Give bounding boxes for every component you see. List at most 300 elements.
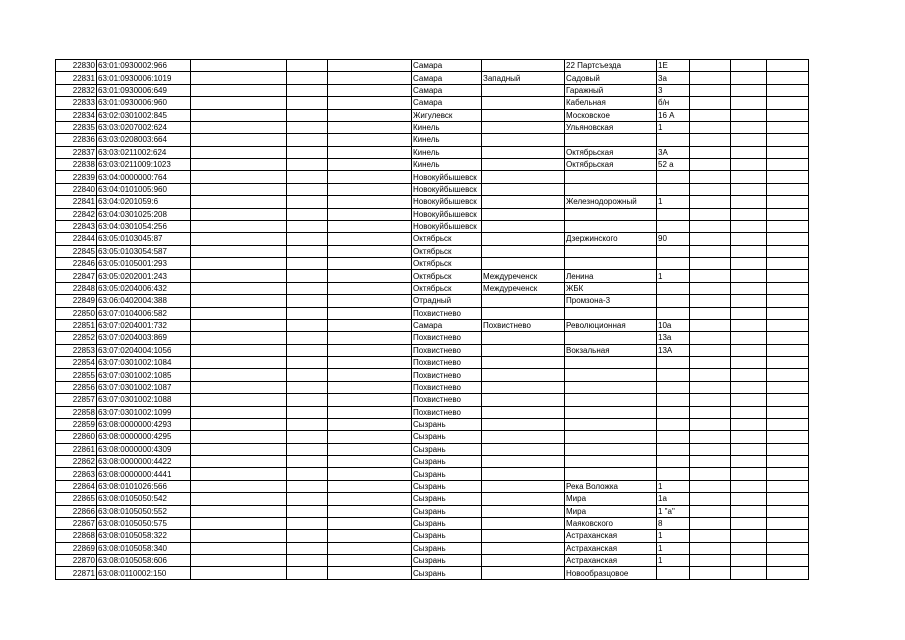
street-cell: Астраханская: [565, 542, 657, 554]
street-cell: [565, 220, 657, 232]
empty-cell: [328, 220, 412, 232]
empty-cell: [690, 208, 731, 220]
house-cell: [657, 258, 690, 270]
empty-cell: [287, 121, 328, 133]
street-cell: [565, 171, 657, 183]
house-cell: 1: [657, 480, 690, 492]
empty-cell: [191, 530, 287, 542]
empty-cell: [767, 406, 809, 418]
table-row: [56, 381, 809, 393]
empty-cell: [731, 319, 767, 331]
empty-cell: [191, 381, 287, 393]
empty-cell: [287, 468, 328, 480]
cadastral-number: 63:03:0211002:624: [97, 146, 191, 158]
table-row: [56, 109, 809, 121]
empty-cell: [690, 369, 731, 381]
empty-cell: [731, 567, 767, 579]
locality-cell: [482, 84, 565, 96]
empty-cell: [328, 159, 412, 171]
row-number: 22838: [56, 159, 97, 171]
street-cell: Промзона-3: [565, 295, 657, 307]
empty-cell: [690, 381, 731, 393]
row-number: 22862: [56, 456, 97, 468]
registry-table: [55, 59, 809, 580]
city-cell: Новокуйбышевск: [412, 183, 482, 195]
row-number: 22847: [56, 270, 97, 282]
empty-cell: [328, 183, 412, 195]
empty-cell: [767, 443, 809, 455]
cadastral-number: 63:04:0000000:764: [97, 171, 191, 183]
locality-cell: [482, 542, 565, 554]
empty-cell: [191, 72, 287, 84]
cadastral-number: 63:07:0204004:1056: [97, 344, 191, 356]
empty-cell: [731, 555, 767, 567]
city-cell: Октябрьск: [412, 233, 482, 245]
city-cell: Кинель: [412, 146, 482, 158]
house-cell: [657, 394, 690, 406]
street-cell: [565, 443, 657, 455]
locality-cell: [482, 357, 565, 369]
table-row: [56, 468, 809, 480]
house-cell: [657, 369, 690, 381]
empty-cell: [690, 196, 731, 208]
row-number: 22859: [56, 418, 97, 430]
empty-cell: [191, 480, 287, 492]
locality-cell: [482, 381, 565, 393]
empty-cell: [328, 344, 412, 356]
empty-cell: [690, 493, 731, 505]
empty-cell: [328, 295, 412, 307]
row-number: 22837: [56, 146, 97, 158]
table-row: [56, 456, 809, 468]
empty-cell: [767, 307, 809, 319]
empty-cell: [731, 84, 767, 96]
house-cell: 10а: [657, 319, 690, 331]
empty-cell: [287, 381, 328, 393]
empty-cell: [690, 121, 731, 133]
empty-cell: [767, 369, 809, 381]
empty-cell: [690, 530, 731, 542]
locality-cell: [482, 258, 565, 270]
cadastral-number: 63:07:0301002:1088: [97, 394, 191, 406]
locality-cell: [482, 245, 565, 257]
city-cell: Похвистнево: [412, 406, 482, 418]
city-cell: Кинель: [412, 159, 482, 171]
empty-cell: [191, 505, 287, 517]
empty-cell: [690, 97, 731, 109]
empty-cell: [191, 567, 287, 579]
house-cell: [657, 295, 690, 307]
cadastral-number: 63:01:0930006:649: [97, 84, 191, 96]
table-row: [56, 406, 809, 418]
empty-cell: [767, 258, 809, 270]
empty-cell: [690, 456, 731, 468]
empty-cell: [731, 344, 767, 356]
house-cell: [657, 245, 690, 257]
house-cell: [657, 431, 690, 443]
cadastral-number: 63:07:0301002:1084: [97, 357, 191, 369]
row-number: 22845: [56, 245, 97, 257]
house-cell: 1: [657, 530, 690, 542]
row-number: 22840: [56, 183, 97, 195]
empty-cell: [731, 134, 767, 146]
empty-cell: [767, 146, 809, 158]
empty-cell: [287, 357, 328, 369]
locality-cell: [482, 456, 565, 468]
empty-cell: [328, 542, 412, 554]
table-row: [56, 60, 809, 72]
empty-cell: [287, 567, 328, 579]
empty-cell: [767, 270, 809, 282]
table-row: [56, 394, 809, 406]
empty-cell: [191, 60, 287, 72]
empty-cell: [191, 282, 287, 294]
cadastral-number: 63:07:0204001:732: [97, 319, 191, 331]
table-row: [56, 258, 809, 270]
empty-cell: [731, 208, 767, 220]
empty-cell: [767, 332, 809, 344]
empty-cell: [328, 196, 412, 208]
locality-cell: [482, 517, 565, 529]
empty-cell: [328, 146, 412, 158]
empty-cell: [287, 493, 328, 505]
table-row: [56, 97, 809, 109]
table-row: [56, 270, 809, 282]
empty-cell: [287, 456, 328, 468]
empty-cell: [690, 233, 731, 245]
empty-cell: [191, 121, 287, 133]
cadastral-number: 63:02:0301002:845: [97, 109, 191, 121]
city-cell: Похвистнево: [412, 369, 482, 381]
empty-cell: [191, 468, 287, 480]
empty-cell: [731, 530, 767, 542]
empty-cell: [690, 146, 731, 158]
locality-cell: [482, 171, 565, 183]
empty-cell: [287, 171, 328, 183]
empty-cell: [328, 60, 412, 72]
empty-cell: [287, 344, 328, 356]
empty-cell: [287, 97, 328, 109]
row-number: 22834: [56, 109, 97, 121]
empty-cell: [328, 171, 412, 183]
empty-cell: [767, 456, 809, 468]
city-cell: Сызрань: [412, 456, 482, 468]
table-row: [56, 493, 809, 505]
empty-cell: [767, 84, 809, 96]
empty-cell: [287, 505, 328, 517]
empty-cell: [328, 555, 412, 567]
city-cell: Самара: [412, 84, 482, 96]
empty-cell: [690, 134, 731, 146]
empty-cell: [690, 307, 731, 319]
house-cell: [657, 468, 690, 480]
empty-cell: [328, 493, 412, 505]
street-cell: [565, 307, 657, 319]
street-cell: Ленина: [565, 270, 657, 282]
table-row: [56, 530, 809, 542]
row-number: 22833: [56, 97, 97, 109]
locality-cell: [482, 567, 565, 579]
empty-cell: [690, 171, 731, 183]
row-number: 22846: [56, 258, 97, 270]
street-cell: [565, 381, 657, 393]
empty-cell: [191, 233, 287, 245]
row-number: 22852: [56, 332, 97, 344]
table-row: [56, 542, 809, 554]
empty-cell: [731, 468, 767, 480]
empty-cell: [287, 319, 328, 331]
table-row: [56, 282, 809, 294]
row-number: 22867: [56, 517, 97, 529]
empty-cell: [191, 245, 287, 257]
row-number: 22869: [56, 542, 97, 554]
empty-cell: [767, 357, 809, 369]
city-cell: Похвистнево: [412, 307, 482, 319]
city-cell: Новокуйбышевск: [412, 171, 482, 183]
cadastral-number: 63:08:0105050:542: [97, 493, 191, 505]
locality-cell: [482, 208, 565, 220]
empty-cell: [767, 159, 809, 171]
cadastral-number: 63:04:0101005:960: [97, 183, 191, 195]
locality-cell: [482, 307, 565, 319]
empty-cell: [191, 97, 287, 109]
locality-cell: [482, 555, 565, 567]
city-cell: Сызрань: [412, 555, 482, 567]
house-cell: 1а: [657, 493, 690, 505]
locality-cell: [482, 196, 565, 208]
house-cell: [657, 357, 690, 369]
empty-cell: [328, 406, 412, 418]
locality-cell: [482, 97, 565, 109]
street-cell: Дзержинского: [565, 233, 657, 245]
empty-cell: [731, 406, 767, 418]
city-cell: Похвистнево: [412, 357, 482, 369]
empty-cell: [690, 332, 731, 344]
empty-cell: [287, 134, 328, 146]
empty-cell: [191, 394, 287, 406]
table-row: [56, 357, 809, 369]
empty-cell: [287, 332, 328, 344]
empty-cell: [690, 567, 731, 579]
empty-cell: [690, 159, 731, 171]
empty-cell: [731, 431, 767, 443]
cadastral-number: 63:08:0110002:150: [97, 567, 191, 579]
empty-cell: [767, 530, 809, 542]
empty-cell: [731, 418, 767, 430]
empty-cell: [191, 406, 287, 418]
empty-cell: [731, 146, 767, 158]
row-number: 22836: [56, 134, 97, 146]
city-cell: Сызрань: [412, 443, 482, 455]
empty-cell: [690, 295, 731, 307]
city-cell: Отрадный: [412, 295, 482, 307]
city-cell: Октябрьск: [412, 282, 482, 294]
house-cell: 90: [657, 233, 690, 245]
cadastral-number: 63:05:0103045:87: [97, 233, 191, 245]
city-cell: Сызрань: [412, 468, 482, 480]
empty-cell: [690, 84, 731, 96]
city-cell: Октябрьск: [412, 245, 482, 257]
locality-cell: [482, 480, 565, 492]
city-cell: Сызрань: [412, 517, 482, 529]
empty-cell: [690, 357, 731, 369]
empty-cell: [690, 270, 731, 282]
empty-cell: [191, 332, 287, 344]
house-cell: 1: [657, 270, 690, 282]
house-cell: 1 "а": [657, 505, 690, 517]
empty-cell: [328, 394, 412, 406]
empty-cell: [690, 406, 731, 418]
empty-cell: [191, 307, 287, 319]
cadastral-number: 63:05:0202001:243: [97, 270, 191, 282]
empty-cell: [191, 159, 287, 171]
row-number: 22830: [56, 60, 97, 72]
empty-cell: [191, 431, 287, 443]
cadastral-number: 63:05:0103054:587: [97, 245, 191, 257]
table-row: [56, 517, 809, 529]
locality-cell: [482, 418, 565, 430]
empty-cell: [690, 480, 731, 492]
cadastral-number: 63:08:0105050:552: [97, 505, 191, 517]
house-cell: 1: [657, 121, 690, 133]
street-cell: Ульяновская: [565, 121, 657, 133]
empty-cell: [731, 381, 767, 393]
city-cell: Сызрань: [412, 493, 482, 505]
locality-cell: [482, 369, 565, 381]
empty-cell: [690, 220, 731, 232]
cadastral-number: 63:01:0930006:1019: [97, 72, 191, 84]
empty-cell: [690, 183, 731, 195]
street-cell: ЖБК: [565, 282, 657, 294]
street-cell: Революционная: [565, 319, 657, 331]
house-cell: [657, 418, 690, 430]
city-cell: Самара: [412, 97, 482, 109]
table-row: [56, 555, 809, 567]
empty-cell: [731, 258, 767, 270]
city-cell: Сызрань: [412, 567, 482, 579]
empty-cell: [767, 233, 809, 245]
row-number: 22843: [56, 220, 97, 232]
row-number: 22853: [56, 344, 97, 356]
empty-cell: [690, 505, 731, 517]
empty-cell: [287, 369, 328, 381]
locality-cell: Западный: [482, 72, 565, 84]
row-number: 22842: [56, 208, 97, 220]
table-row: [56, 245, 809, 257]
empty-cell: [287, 418, 328, 430]
empty-cell: [690, 282, 731, 294]
table-row: [56, 171, 809, 183]
city-cell: Новокуйбышевск: [412, 220, 482, 232]
cadastral-number: 63:03:0211009:1023: [97, 159, 191, 171]
table-row: [56, 134, 809, 146]
street-cell: [565, 369, 657, 381]
locality-cell: [482, 109, 565, 121]
empty-cell: [690, 517, 731, 529]
empty-cell: [767, 542, 809, 554]
empty-cell: [328, 134, 412, 146]
locality-cell: [482, 431, 565, 443]
table-row: [56, 295, 809, 307]
empty-cell: [191, 270, 287, 282]
city-cell: Сызрань: [412, 505, 482, 517]
empty-cell: [767, 505, 809, 517]
empty-cell: [767, 480, 809, 492]
locality-cell: [482, 233, 565, 245]
city-cell: Сызрань: [412, 480, 482, 492]
table-row: [56, 146, 809, 158]
empty-cell: [328, 381, 412, 393]
row-number: 22856: [56, 381, 97, 393]
street-cell: [565, 208, 657, 220]
empty-cell: [287, 245, 328, 257]
street-cell: [565, 394, 657, 406]
cadastral-number: 63:04:0201059:6: [97, 196, 191, 208]
row-number: 22844: [56, 233, 97, 245]
street-cell: Кабельная: [565, 97, 657, 109]
empty-cell: [731, 97, 767, 109]
table-row: [56, 208, 809, 220]
house-cell: 16 А: [657, 109, 690, 121]
locality-cell: [482, 344, 565, 356]
empty-cell: [287, 84, 328, 96]
empty-cell: [191, 443, 287, 455]
empty-cell: [731, 60, 767, 72]
row-number: 22866: [56, 505, 97, 517]
house-cell: 1: [657, 555, 690, 567]
house-cell: 1: [657, 542, 690, 554]
empty-cell: [767, 555, 809, 567]
row-number: 22864: [56, 480, 97, 492]
empty-cell: [731, 245, 767, 257]
house-cell: [657, 406, 690, 418]
table-row: [56, 332, 809, 344]
locality-cell: [482, 134, 565, 146]
empty-cell: [287, 431, 328, 443]
cadastral-number: 63:07:0204003:869: [97, 332, 191, 344]
street-cell: [565, 134, 657, 146]
table-row: [56, 319, 809, 331]
empty-cell: [767, 295, 809, 307]
city-cell: Самара: [412, 60, 482, 72]
street-cell: [565, 357, 657, 369]
cadastral-number: 63:08:0000000:4295: [97, 431, 191, 443]
empty-cell: [731, 505, 767, 517]
street-cell: Железнодорожный: [565, 196, 657, 208]
empty-cell: [191, 542, 287, 554]
empty-cell: [731, 220, 767, 232]
empty-cell: [328, 121, 412, 133]
empty-cell: [328, 332, 412, 344]
empty-cell: [328, 109, 412, 121]
empty-cell: [328, 319, 412, 331]
empty-cell: [767, 60, 809, 72]
row-number: 22865: [56, 493, 97, 505]
empty-cell: [287, 146, 328, 158]
empty-cell: [191, 493, 287, 505]
empty-cell: [731, 72, 767, 84]
empty-cell: [191, 357, 287, 369]
row-number: 22841: [56, 196, 97, 208]
empty-cell: [287, 208, 328, 220]
house-cell: [657, 307, 690, 319]
house-cell: [657, 381, 690, 393]
empty-cell: [287, 307, 328, 319]
street-cell: [565, 258, 657, 270]
row-number: 22855: [56, 369, 97, 381]
locality-cell: [482, 530, 565, 542]
empty-cell: [328, 443, 412, 455]
